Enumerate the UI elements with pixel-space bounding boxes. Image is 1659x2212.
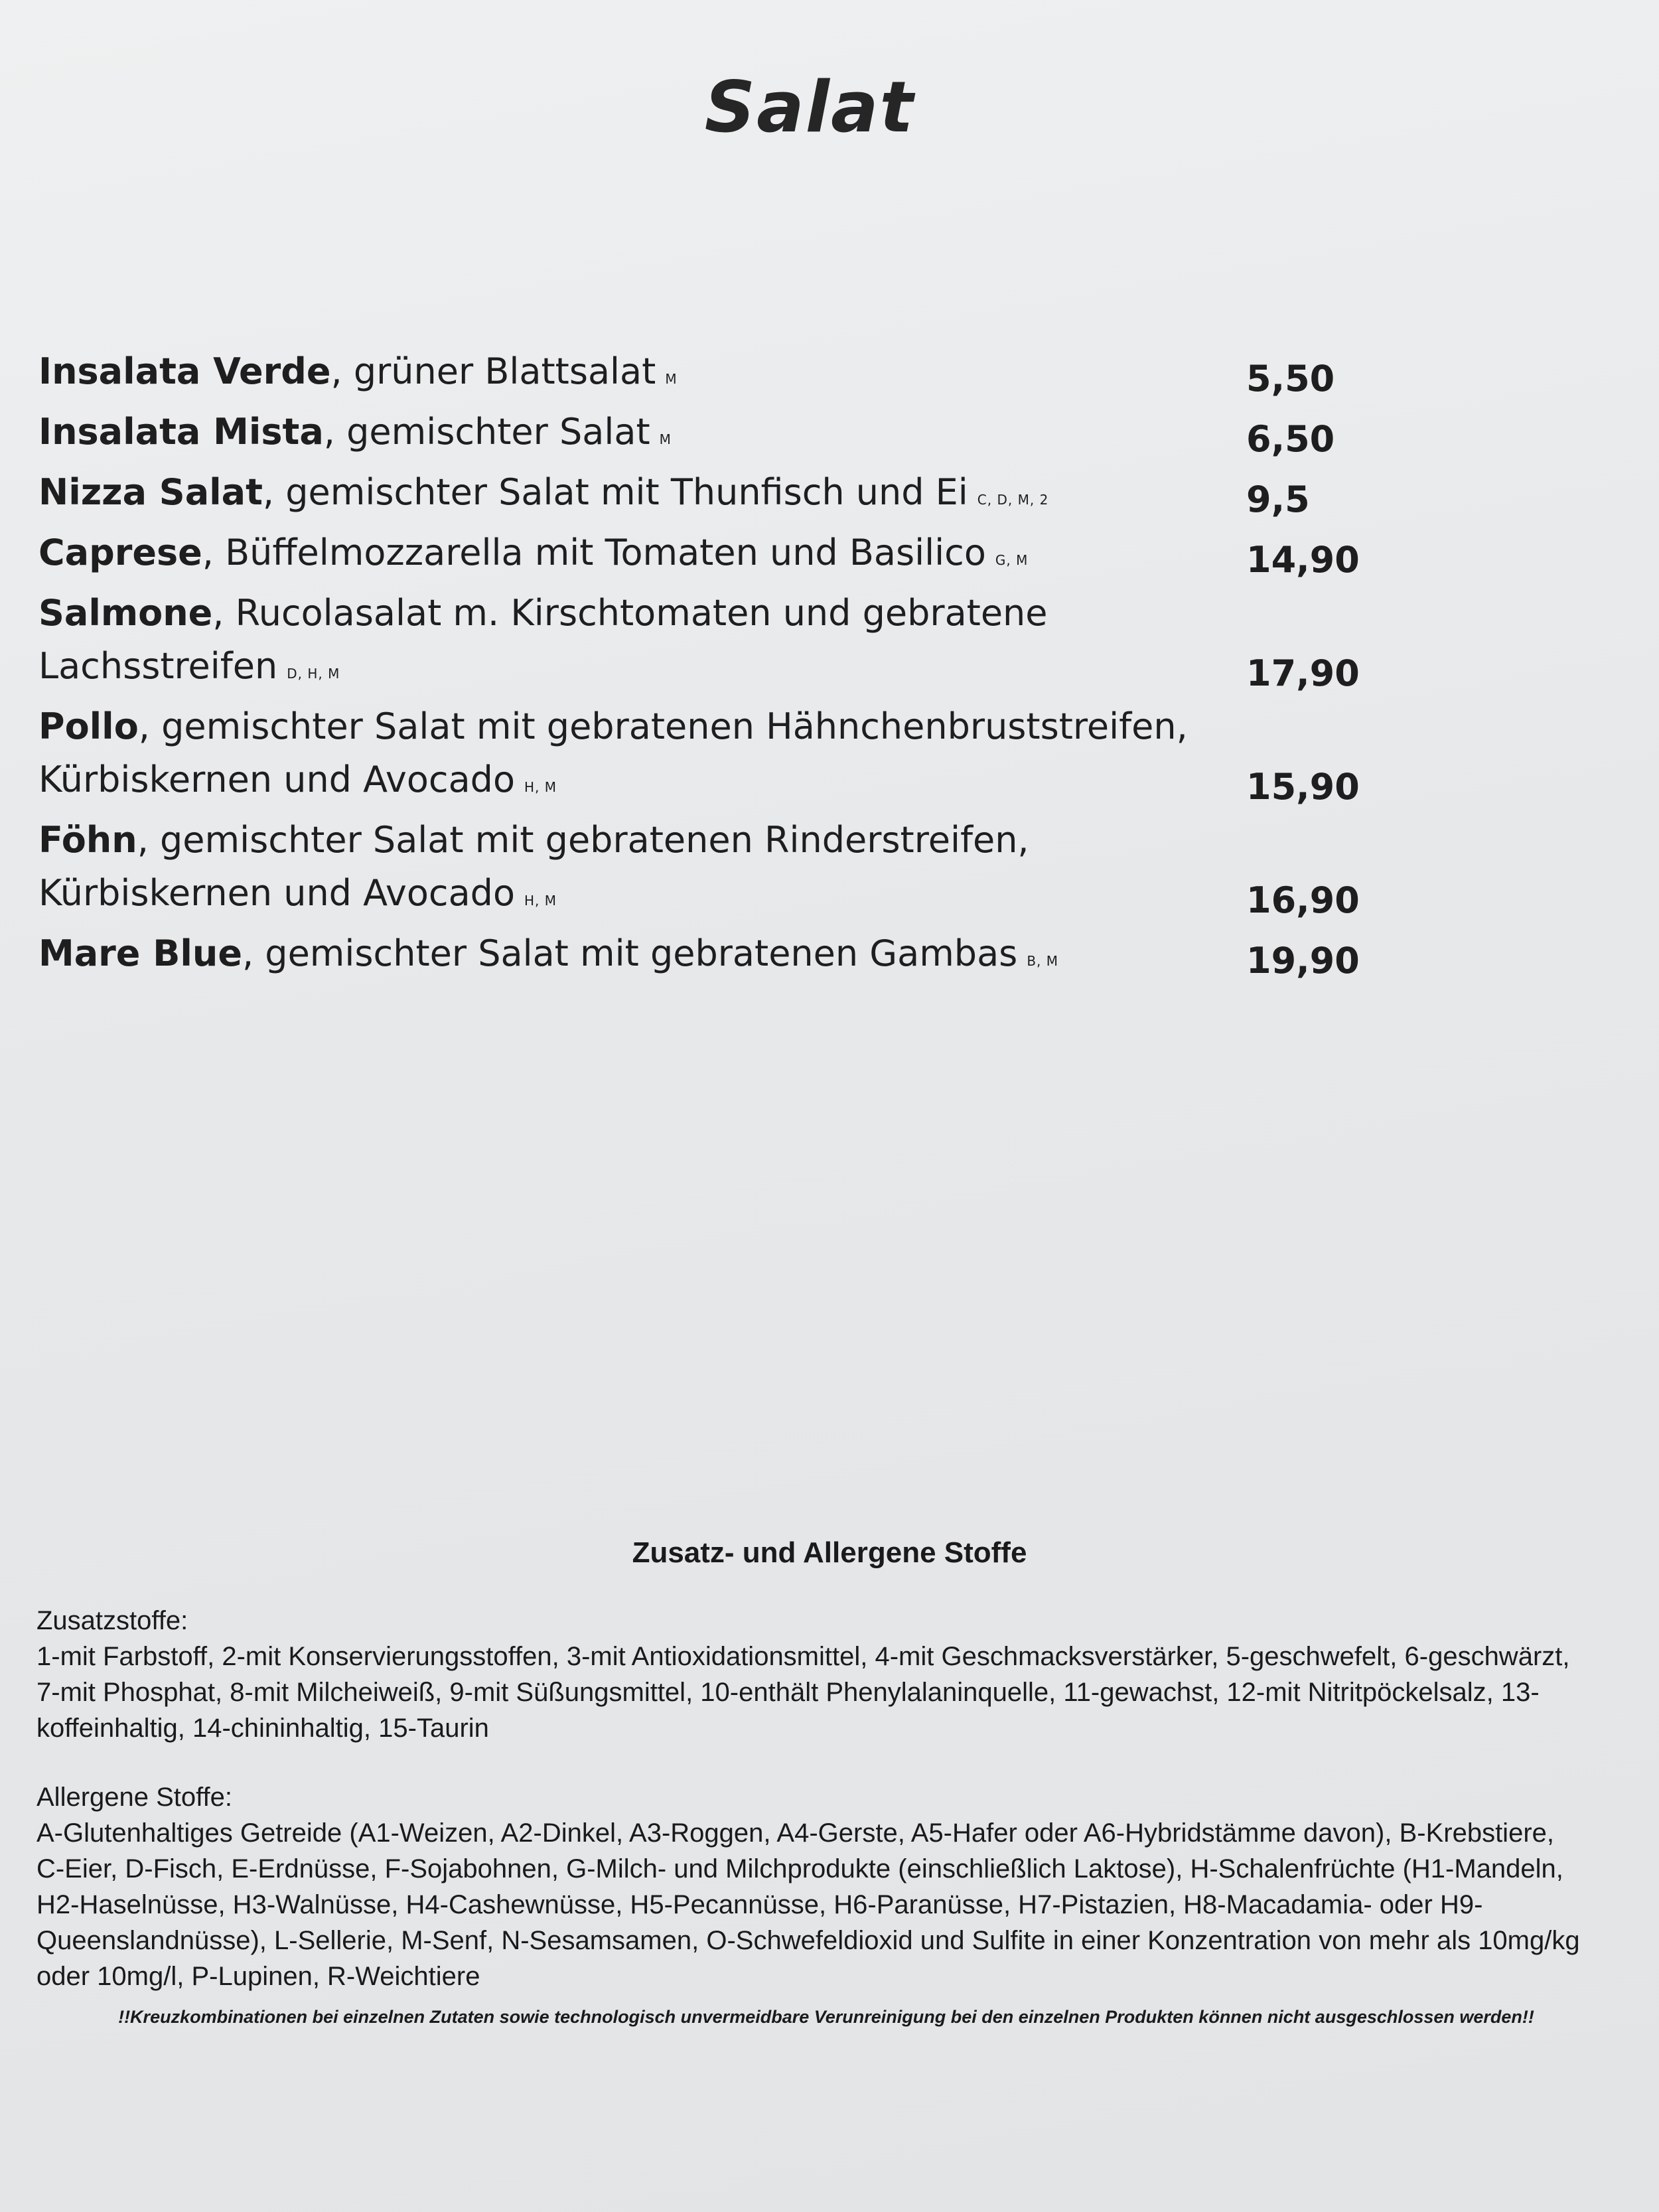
- menu-item-text: [38, 466, 1220, 526]
- menu-item-description: , Büffelmozzarella mit Tomaten und Basilico: [202, 532, 986, 573]
- additives-text: 1-mit Farbstoff, 2-mit Konservierungsstoffen, 3-mit Antioxidationsmittel, 4-mit Geschmacksverstärker, 5-geschwefelt, 6-geschwärzt, 7-mit Phosphat, 8-mit Milcheiweiß, 9-mit Süßungsmittel, 10-enthält Phenylalaninquelle, 11-gewachst, 12-mit Nitritpöckelsalz, 13-koffeinhaltig, 14-chininhaltig, 15-Taurin: [36, 1642, 1570, 1743]
- menu-item-line: [38, 700, 1220, 753]
- menu-item-line: [38, 587, 1220, 640]
- menu-item-price: 19,90: [1246, 940, 1360, 982]
- menu-item-mare-blue: [38, 927, 1379, 988]
- menu-item-description: , gemischter Salat mit gebratenen Hähnchenbruststreifen,: [138, 705, 1188, 747]
- menu-list: [38, 345, 1379, 988]
- menu-item-name: Insalata Mista: [38, 411, 324, 453]
- menu-item-line-2: [38, 640, 1220, 700]
- menu-item-description: , gemischter Salat mit gebratenen Gambas: [242, 932, 1018, 974]
- menu-item-text: [38, 927, 1220, 988]
- menu-item-allergen-codes: B, M: [1027, 953, 1059, 969]
- menu-item-allergen-codes: D, H, M: [287, 666, 340, 682]
- menu-item-text: [38, 814, 1220, 927]
- menu-item-description-continued: Lachsstreifen: [38, 645, 278, 687]
- menu-item-price: 17,90: [1246, 652, 1360, 694]
- menu-item-insalata-mista: [38, 406, 1379, 466]
- menu-item-salmone: [38, 587, 1379, 700]
- menu-item-price: 16,90: [1246, 879, 1360, 921]
- menu-item-description: , gemischter Salat mit gebratenen Rinderstreifen,: [137, 819, 1029, 861]
- allergens-heading: Allergene Stoffe:: [36, 1783, 233, 1812]
- menu-item-text: [38, 345, 1220, 406]
- menu-item-description: , gemischter Salat: [323, 411, 650, 453]
- menu-item-line: [38, 927, 1220, 988]
- page-title: Salat: [704, 66, 915, 148]
- menu-item-name: Mare Blue: [38, 932, 242, 974]
- menu-item-allergen-codes: C, D, M, 2: [977, 492, 1049, 508]
- menu-item-caprese: [38, 526, 1379, 587]
- cross-contamination-notice: !!Kreuzkombinationen bei einzelnen Zutaten sowie technologisch unvermeidbare Verunreinigung bei den einzelnen Produkten können nicht ausgeschlossen werden!!: [118, 2007, 1534, 2027]
- additives-heading: Zusatzstoffe:: [36, 1606, 188, 1635]
- menu-item-price: 9,5: [1246, 479, 1310, 520]
- menu-item-allergen-codes: M: [659, 431, 672, 447]
- menu-item-description: , grüner Blattsalat: [330, 350, 656, 392]
- menu-item-name: Föhn: [38, 819, 137, 861]
- legend-title: Zusatz- und Allergene Stoffe: [632, 1536, 1027, 1569]
- menu-item-price: 6,50: [1246, 418, 1335, 460]
- menu-item-name: Caprese: [38, 532, 202, 573]
- menu-item-price: 5,50: [1246, 358, 1335, 400]
- menu-item-allergen-codes: G, M: [995, 552, 1029, 568]
- menu-item-line: [38, 526, 1220, 587]
- menu-item-name: Nizza Salat: [38, 471, 263, 513]
- menu-item-price: 14,90: [1246, 539, 1360, 581]
- menu-item-line: [38, 466, 1220, 526]
- menu-item-foehn: [38, 814, 1379, 927]
- menu-item-price: 15,90: [1246, 766, 1360, 808]
- menu-item-line-2: [38, 867, 1220, 927]
- allergen-legend: [36, 1536, 1583, 2029]
- menu-item-description-continued: Kürbiskernen und Avocado: [38, 759, 515, 800]
- menu-item-allergen-codes: H, M: [524, 779, 557, 795]
- menu-item-text: [38, 700, 1220, 814]
- menu-item-allergen-codes: M: [665, 371, 678, 387]
- menu-item-text: [38, 587, 1220, 700]
- menu-item-description-continued: Kürbiskernen und Avocado: [38, 872, 515, 914]
- menu-item-allergen-codes: H, M: [524, 893, 557, 909]
- menu-item-pollo: [38, 700, 1379, 814]
- menu-item-text: [38, 406, 1220, 466]
- menu-item-line: [38, 406, 1220, 466]
- menu-item-description: , gemischter Salat mit Thunfisch und Ei: [262, 471, 968, 513]
- allergens-section: [36, 1779, 1583, 1994]
- menu-item-name: Pollo: [38, 705, 139, 747]
- menu-item-name: Insalata Verde: [38, 350, 331, 392]
- menu-item-line: [38, 345, 1220, 406]
- additives-section: [36, 1603, 1583, 1746]
- menu-item-description: , Rucolasalat m. Kirschtomaten und gebratene: [212, 592, 1048, 634]
- menu-item-text: [38, 526, 1220, 587]
- menu-item-line-2: [38, 753, 1220, 814]
- menu-item-line: [38, 814, 1220, 867]
- menu-item-name: Salmone: [38, 592, 213, 634]
- allergens-text: A-Glutenhaltiges Getreide (A1-Weizen, A2-Dinkel, A3-Roggen, A4-Gerste, A5-Hafer oder A6-Hybridstämme davon), B-Krebstiere, C-Eier, D-Fisch, E-Erdnüsse, F-Sojabohnen, G-Milch- und Milchprodukte (einschließlich Laktose), H-Schalenfrüchte (H1-Mandeln, H2-Haselnüsse, H3-Walnüsse, H4-Cashewnüsse, H5-Pecannüsse, H6-Paranüsse, H7-Pistazien, H8-Macadamia- oder H9- Queenslandnüsse), L-Sellerie, M-Senf, N-Sesamsamen, O-Schwefeldioxid und Sulfite in einer Konzentration von mehr als 10mg/kg oder 10mg/l, P-Lupinen, R-Weichtiere: [36, 1818, 1580, 1991]
- menu-item-nizza-salat: [38, 466, 1379, 526]
- menu-item-insalata-verde: [38, 345, 1379, 406]
